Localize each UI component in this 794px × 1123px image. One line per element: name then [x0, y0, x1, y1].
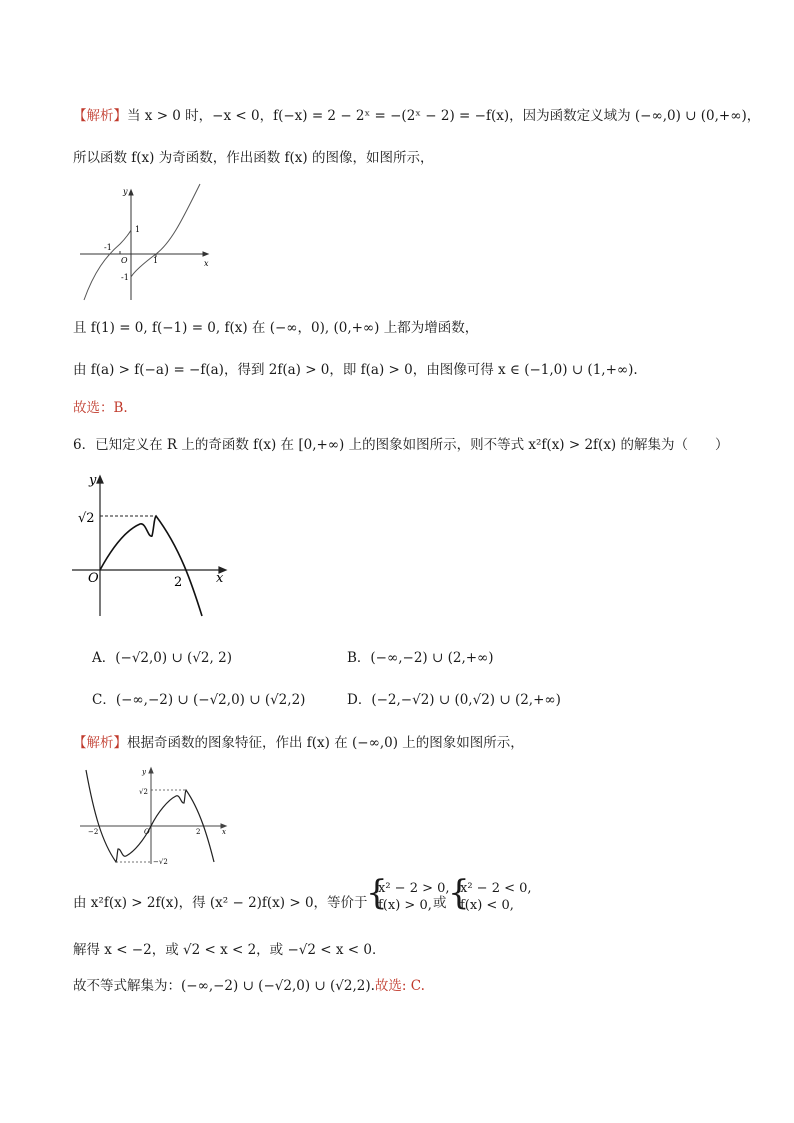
graph1-y-label: y: [123, 187, 128, 196]
solution1-line3: 且 f(1) = 0, f(−1) = 0, f(x) 在 (−∞，0), (0,+∞) 上都为增函数，: [73, 320, 479, 336]
brace-1: {: [366, 873, 388, 913]
graph3-x-label: x: [222, 828, 226, 836]
graph3-two: 2: [196, 828, 201, 836]
solution1-line2: 所以函数 f(x) 为奇函数，作出函数 f(x) 的图像，如图所示，: [73, 150, 434, 166]
option-d[interactable]: D．(−2,−√2) ∪ (0,√2) ∪ (2,+∞): [347, 692, 561, 708]
graph2-x-label: x: [216, 571, 224, 586]
analysis-tag: 【解析】: [73, 108, 127, 124]
graph1-tick-y-1: 1: [135, 225, 141, 234]
graph3-neg-sqrt2: −√2: [153, 858, 168, 866]
option-b[interactable]: B．(−∞,−2) ∪ (2,+∞): [347, 650, 494, 666]
solution2-line4: 故不等式解集为：(−∞,−2) ∪ (−√2,0) ∪ (√2,2).故选: C.: [73, 978, 425, 994]
graph3-sqrt2: √2: [139, 788, 148, 796]
graph3-y-label: y: [142, 768, 146, 776]
graph3-origin: O: [144, 828, 150, 836]
system-2: x² − 2 < 0, f(x) < 0,: [460, 881, 532, 913]
solution2-answer: 故选: C.: [374, 978, 425, 994]
system-1: x² − 2 > 0, f(x) > 0,: [378, 881, 450, 913]
graph-3: [78, 766, 230, 866]
graph2-origin: O: [88, 571, 99, 586]
option-c[interactable]: C．(−∞,−2) ∪ (−√2,0) ∪ (√2,2): [92, 692, 306, 708]
graph2-y-label: y: [89, 473, 97, 488]
analysis-tag-2: 【解析】: [73, 735, 127, 751]
solution1-line1: 【解析】当 x > 0 时，−x < 0，f(−x) = 2 − 2ˣ = −(2ˣ − 2) = −f(x)，因为函数定义域为 (−∞,0) ∪ (0,+∞)，: [73, 108, 761, 124]
solution2-line2: 由 x²f(x) > 2f(x)，得 (x² − 2)f(x) > 0，等价于: [73, 895, 368, 911]
graph2-sqrt2: √2: [78, 511, 95, 526]
question-6-text: 6．已知定义在 R 上的奇函数 f(x) 在 [0,+∞) 上的图象如图所示，则不等式 x²f(x) > 2f(x) 的解集为（ ）: [73, 437, 729, 453]
or-word: 或: [433, 895, 447, 911]
solution2-line1: 【解析】根据奇函数的图象特征，作出 f(x) 在 (−∞,0) 上的图象如图所示，: [73, 735, 524, 751]
graph-2: [70, 472, 232, 618]
graph1-tick-y-neg1: -1: [121, 273, 129, 282]
graph2-two: 2: [174, 575, 183, 590]
graph1-x-label: x: [204, 259, 209, 268]
option-a[interactable]: A．(−√2,0) ∪ (√2, 2): [92, 650, 232, 666]
graph-1: [76, 182, 216, 304]
solution1-line4: 由 f(a) > f(−a) = −f(a)，得到 2f(a) > 0，即 f(a) > 0，由图像可得 x ∈ (−1,0) ∪ (1,+∞).: [73, 362, 638, 378]
solution2-line3: 解得 x < −2，或 √2 < x < 2，或 −√2 < x < 0．: [73, 942, 386, 958]
brace-2: {: [448, 873, 470, 913]
solution1-answer: 故选：B.: [73, 400, 128, 416]
graph1-origin: O: [121, 256, 128, 265]
graph1-tick-x-neg1: -1: [104, 243, 112, 252]
graph3-neg-two: −2: [88, 828, 99, 836]
graph1-tick-x-1: 1: [153, 256, 159, 265]
